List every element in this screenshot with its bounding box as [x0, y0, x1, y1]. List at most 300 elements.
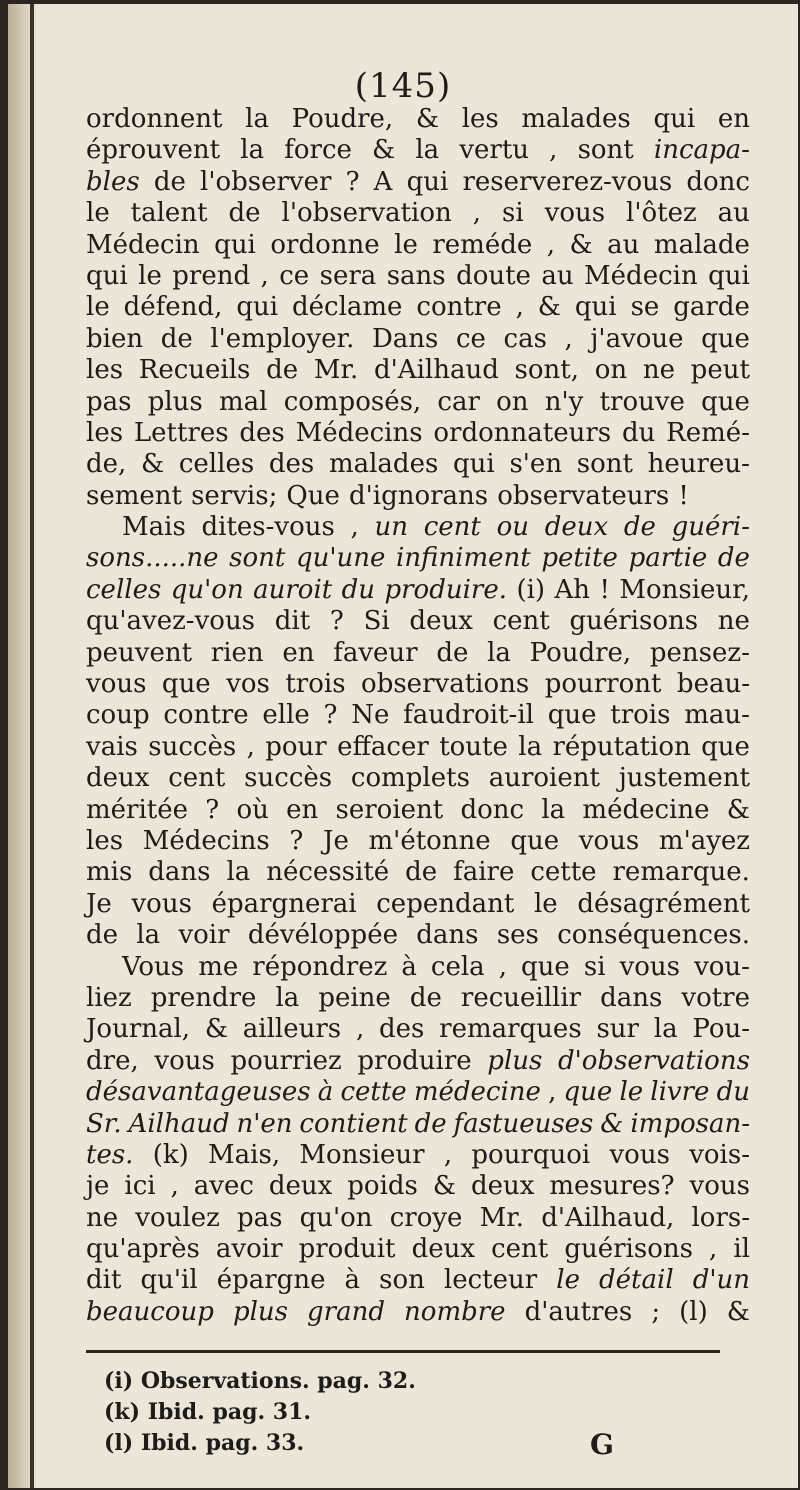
word: ,	[350, 512, 359, 543]
word: n'y	[544, 386, 584, 417]
word: vou-	[694, 951, 750, 982]
word: vois-	[689, 1139, 750, 1170]
word: sans	[386, 260, 446, 291]
word: bles	[86, 166, 140, 197]
text-line	[86, 481, 750, 512]
word: qui	[653, 104, 696, 134]
word: Je	[323, 825, 349, 856]
word: dites-vous	[201, 512, 335, 543]
word: poids	[347, 1171, 418, 1202]
word: dit	[86, 1265, 122, 1296]
text-line	[86, 732, 750, 763]
word: peut	[690, 355, 750, 386]
word: les	[461, 104, 499, 134]
word: au	[717, 198, 750, 229]
word: le	[619, 1077, 644, 1108]
text-line	[86, 198, 750, 229]
word: pourront	[544, 669, 662, 700]
word: &	[726, 794, 750, 825]
word: dre,	[86, 1045, 139, 1076]
word: ordonnent	[86, 104, 223, 134]
word: qui	[708, 260, 750, 291]
word: cependant	[376, 888, 515, 919]
word: mal	[218, 386, 268, 417]
word: faire	[453, 857, 515, 888]
word: garde	[673, 292, 750, 323]
word: qu'avez-vous	[86, 606, 256, 637]
text-line	[86, 543, 750, 574]
word: ,	[549, 135, 558, 166]
word: d'observations	[557, 1045, 750, 1076]
word: liez	[86, 982, 132, 1013]
word: vous	[154, 1045, 215, 1076]
word: sera	[319, 260, 377, 291]
word: heureu-	[647, 449, 750, 480]
word: !	[678, 480, 689, 511]
word: ;	[651, 1296, 661, 1327]
word: que	[510, 825, 560, 856]
footnote: (l) Ibid. pag. 33.	[104, 1430, 305, 1456]
word: incapa-	[653, 135, 750, 166]
word: si	[501, 198, 524, 229]
word: d'Ailhaud	[374, 355, 499, 386]
word: que	[547, 700, 597, 731]
word: détail	[599, 1265, 674, 1296]
word: talent	[130, 198, 208, 229]
word: de	[228, 198, 261, 229]
word: Je	[86, 888, 112, 919]
word: Ah	[554, 574, 591, 605]
word: deux	[470, 1171, 535, 1202]
word: &	[415, 104, 440, 134]
word: de	[153, 166, 186, 197]
word: cela	[430, 951, 485, 982]
word: on	[594, 355, 628, 386]
word: la	[275, 982, 300, 1013]
word: cent	[168, 763, 226, 794]
word: de	[405, 857, 438, 888]
word: médecine	[413, 1077, 541, 1108]
word: qu'on	[170, 574, 244, 605]
text-line	[86, 763, 750, 794]
word: Lettres	[133, 417, 229, 448]
word: on	[496, 386, 529, 417]
word: mis	[86, 857, 133, 888]
word: le	[394, 229, 418, 260]
word: cent	[492, 606, 550, 637]
word: du	[341, 574, 376, 605]
word: désagrément	[577, 888, 750, 919]
word: ce	[455, 323, 486, 354]
word: trois	[285, 669, 346, 700]
word: la	[226, 857, 251, 888]
word: plus	[232, 1296, 288, 1327]
word: Monsieur,	[619, 574, 750, 605]
word: la	[245, 104, 269, 134]
word: remarque.	[612, 857, 750, 888]
word: Ne	[351, 700, 390, 731]
word: sement	[86, 480, 182, 511]
word: déclame	[291, 292, 403, 323]
word: l'employer.	[210, 323, 355, 354]
word: que	[701, 323, 750, 354]
word: cent	[423, 512, 481, 543]
word: guérisons	[564, 1234, 693, 1265]
word: l'ôtez	[626, 198, 697, 229]
word: son	[379, 1265, 425, 1296]
text-line	[86, 512, 750, 543]
word: à	[401, 951, 417, 982]
text-line	[86, 1265, 750, 1296]
word: d'Ailhaud,	[541, 1202, 675, 1233]
word: ?	[289, 825, 304, 856]
text-line	[86, 1234, 750, 1265]
word: j'avoue	[590, 323, 684, 354]
word: celles	[86, 574, 162, 605]
text-line	[86, 355, 750, 386]
word: épargnerai	[211, 888, 357, 919]
word: cette	[340, 1077, 407, 1108]
word: produire.	[384, 574, 507, 605]
word: grand	[307, 1296, 385, 1327]
text-line	[86, 669, 750, 700]
word: contre	[416, 292, 502, 323]
word: seroient	[335, 794, 444, 825]
word: sont,	[514, 355, 580, 386]
word: les	[86, 417, 124, 448]
word: Dans	[371, 323, 439, 354]
signature-mark: G	[590, 1428, 614, 1461]
text-line	[86, 167, 750, 198]
word: succès	[244, 763, 333, 794]
word: sont	[577, 135, 634, 166]
word: sur	[596, 1014, 639, 1045]
word: répondrez	[252, 951, 388, 982]
text-line	[86, 324, 750, 355]
word: médecine	[582, 794, 710, 825]
word: qui	[214, 229, 256, 260]
word: vais	[86, 731, 138, 762]
word: Monsieur	[299, 1139, 425, 1170]
word: si	[583, 951, 606, 982]
word: que	[161, 669, 211, 700]
text-line	[86, 1046, 750, 1077]
word: &	[726, 1296, 750, 1327]
word: de,	[86, 449, 127, 480]
word: pourriez	[230, 1045, 342, 1076]
word: de	[409, 982, 442, 1013]
word: effacer	[337, 731, 429, 762]
word: guéri-	[671, 512, 750, 543]
word: ne	[86, 1202, 119, 1233]
word: Journal,	[86, 1014, 191, 1045]
text-line	[86, 1203, 750, 1234]
word: vous	[578, 825, 640, 856]
word: il	[733, 1234, 750, 1265]
word: trois	[610, 700, 671, 731]
word: me	[198, 951, 239, 982]
word: de	[86, 920, 119, 951]
word: Ailhaud	[128, 1108, 230, 1139]
word: Médecins	[295, 417, 423, 448]
text-line	[86, 135, 750, 166]
text-line	[86, 1140, 750, 1171]
word: sont	[576, 449, 633, 480]
word: pas	[86, 386, 132, 417]
word: Sr.	[86, 1108, 122, 1139]
word: pas	[236, 1202, 283, 1233]
word: qui	[86, 260, 128, 291]
word: cas	[503, 323, 547, 354]
word: m'ayez	[658, 825, 750, 856]
word: ,	[709, 1234, 718, 1265]
word: voulez	[135, 1202, 220, 1233]
word: éprouvent	[86, 135, 221, 166]
word: succès	[148, 731, 237, 762]
word: de	[623, 512, 656, 543]
text-line	[86, 1014, 750, 1045]
word: plus	[487, 1045, 543, 1076]
word: peuvent	[86, 637, 193, 668]
word: d'ignorans	[348, 480, 489, 511]
word: vous	[131, 888, 192, 919]
word: vous	[86, 669, 147, 700]
word: qu'une	[295, 543, 386, 574]
word: Si	[363, 606, 390, 637]
word: ,	[170, 1171, 179, 1202]
word: pourquoi	[471, 1139, 591, 1170]
text-line	[86, 1109, 750, 1140]
body-text	[86, 104, 750, 1328]
word: du	[621, 417, 656, 448]
word: qu'après	[86, 1234, 200, 1265]
word: deux	[544, 512, 609, 543]
word: Poudre,	[291, 104, 394, 134]
binding-edge	[30, 4, 34, 1488]
word: Remé-	[666, 417, 750, 448]
text-line	[86, 292, 750, 323]
word: infiniment	[396, 543, 531, 574]
word: donc	[686, 166, 750, 197]
word: de	[717, 543, 750, 574]
text-line	[86, 983, 750, 1014]
word: deux	[409, 606, 473, 637]
word: peine	[318, 982, 391, 1013]
word: le	[138, 260, 162, 291]
word: le	[556, 1265, 580, 1296]
word: (k)	[152, 1139, 189, 1170]
word: désavantageuses	[86, 1077, 311, 1108]
word: Que	[286, 480, 340, 511]
footnotes	[104, 1366, 416, 1459]
word: Mr.	[479, 1202, 525, 1233]
word: bien	[86, 323, 144, 354]
word: remarques	[439, 1014, 582, 1045]
text-line	[86, 230, 750, 261]
word: la	[487, 637, 511, 668]
word: sont	[229, 543, 286, 574]
word: petite	[541, 543, 618, 574]
word: qu'on	[299, 1202, 373, 1233]
word: dévéloppée	[247, 920, 398, 951]
word: tes.	[86, 1139, 134, 1170]
word: vos	[226, 669, 270, 700]
word: deux	[86, 763, 150, 794]
word: lecteur	[443, 1265, 538, 1296]
word: où	[236, 794, 269, 825]
word: de	[160, 323, 193, 354]
word: Médecin	[584, 260, 698, 291]
word: ,	[498, 951, 507, 982]
word: prend	[172, 260, 251, 291]
word: des	[239, 417, 285, 448]
word: (l)	[679, 1296, 708, 1327]
word: votre	[681, 982, 750, 1013]
word: la	[653, 1014, 678, 1045]
word: vous	[544, 198, 606, 229]
word: Poudre,	[529, 637, 632, 668]
word: la	[518, 731, 543, 762]
text-line	[86, 952, 750, 983]
word: malade	[653, 229, 750, 260]
word: de	[266, 355, 299, 386]
text-line	[86, 700, 750, 731]
word: que	[521, 951, 570, 982]
word: ordonne	[270, 229, 380, 260]
word: ailleurs	[242, 1014, 342, 1045]
word: dans	[600, 982, 663, 1013]
word: mesures?	[549, 1171, 675, 1202]
word: ou	[496, 512, 529, 543]
word: &	[569, 229, 593, 260]
word: cette	[530, 857, 597, 888]
word: voir	[178, 920, 230, 951]
word: prendre	[150, 982, 257, 1013]
word: toute	[439, 731, 508, 762]
word: en	[282, 637, 315, 668]
page-number: (145)	[354, 66, 452, 106]
word: défend,	[123, 292, 223, 323]
word: deux	[268, 1171, 333, 1202]
word: la	[240, 135, 265, 166]
word: doute	[456, 260, 531, 291]
word: nécessité	[266, 857, 390, 888]
word: faudroit-il	[403, 700, 534, 731]
word: &	[432, 1171, 456, 1202]
word: avoir	[215, 1234, 283, 1265]
text-line	[86, 1077, 750, 1108]
word: vous	[609, 1139, 670, 1170]
word: guérisons	[569, 606, 699, 637]
word: produit	[298, 1234, 396, 1265]
word: de	[436, 637, 469, 668]
word: reméde	[432, 229, 533, 260]
text-line	[86, 449, 750, 480]
word: trouve	[599, 386, 685, 417]
word: contient	[299, 1108, 408, 1139]
word: vous	[619, 951, 681, 982]
word: A	[373, 166, 393, 197]
word: s'en	[509, 449, 563, 480]
word: imposan-	[630, 1108, 750, 1139]
word: Pou-	[692, 1014, 750, 1045]
word: au	[541, 260, 574, 291]
word: épargne	[216, 1265, 326, 1296]
word: ,	[443, 1139, 453, 1170]
word: qui	[406, 166, 449, 197]
word: lors-	[691, 1202, 750, 1233]
word: Médecin	[86, 229, 200, 260]
word: Médecins	[142, 825, 270, 856]
word: &	[600, 1108, 624, 1139]
word: elle	[262, 700, 310, 731]
word: malades	[521, 104, 631, 134]
word: à	[344, 1265, 361, 1296]
word: qui	[236, 292, 279, 323]
text-line	[86, 826, 750, 857]
word: l'observation	[281, 198, 452, 229]
word: se	[630, 292, 660, 323]
word: Mais,	[208, 1139, 281, 1170]
text-line	[86, 387, 750, 418]
text-line	[86, 575, 750, 606]
word: servis;	[191, 480, 278, 511]
word: que	[563, 1077, 613, 1108]
text-line	[86, 1171, 750, 1202]
word: d'un	[692, 1265, 750, 1296]
word: auroient	[488, 763, 600, 794]
word: ici	[124, 1171, 156, 1202]
word: observateurs	[497, 480, 670, 511]
word: ,	[472, 198, 482, 229]
text-line	[86, 606, 750, 637]
word: des	[268, 449, 315, 480]
word: ?	[323, 700, 338, 731]
word: complets	[350, 763, 470, 794]
word: (i)	[516, 574, 546, 605]
word: les	[86, 825, 124, 856]
text-line	[86, 1297, 750, 1328]
word: ?	[345, 166, 360, 197]
word: ,	[564, 323, 573, 354]
word: qu'il	[140, 1265, 198, 1296]
word: que	[701, 731, 750, 762]
word: pensez-	[649, 637, 750, 668]
word: à	[317, 1077, 334, 1108]
word: ?	[329, 606, 344, 637]
word: la	[541, 794, 566, 825]
word: croye	[389, 1202, 463, 1233]
word: vertu	[459, 135, 530, 166]
word: beaucoup	[86, 1296, 214, 1327]
word: malades	[328, 449, 439, 480]
word: partie	[628, 543, 708, 574]
word: la	[415, 135, 440, 166]
word: le	[86, 198, 110, 229]
word: qui	[574, 292, 617, 323]
word: rien	[210, 637, 264, 668]
footnote-rule	[86, 1350, 720, 1353]
word: recueillir	[460, 982, 582, 1013]
book-page	[8, 4, 798, 1488]
word: sons.....ne	[86, 543, 219, 574]
word: ,	[246, 731, 255, 762]
word: celles	[178, 449, 255, 480]
word: car	[437, 386, 480, 417]
word: ,	[546, 229, 556, 260]
word: ne	[642, 355, 675, 386]
word: auroit	[253, 574, 333, 605]
